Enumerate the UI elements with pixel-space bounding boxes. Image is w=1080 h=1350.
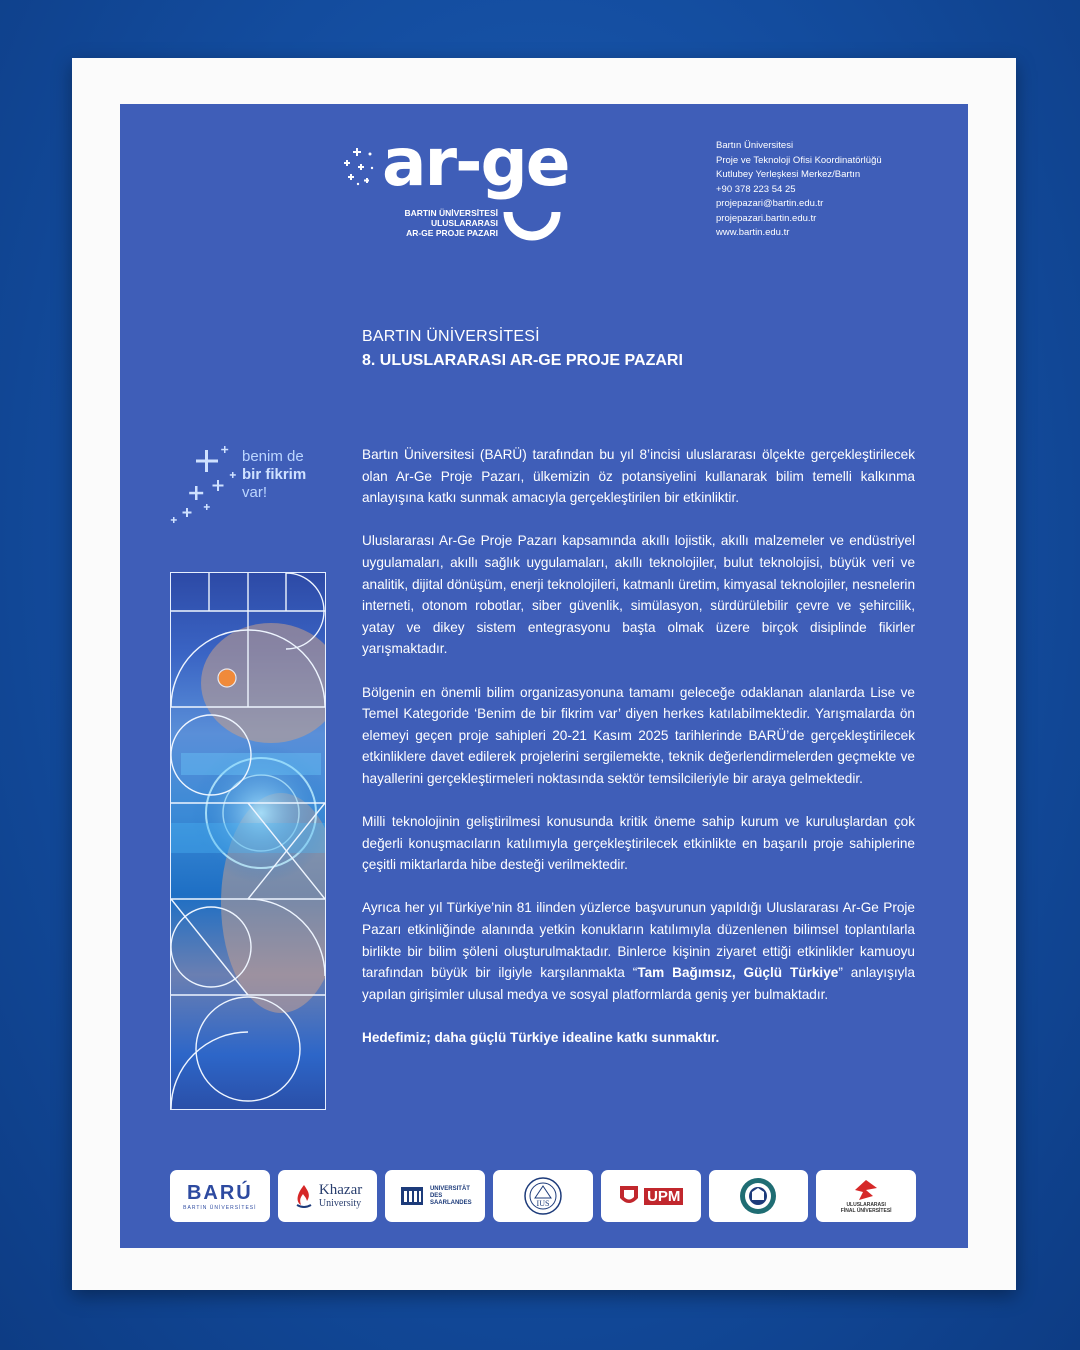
heading-university: BARTIN ÜNİVERSİTESİ — [362, 328, 540, 345]
upm-crest-icon — [618, 1184, 640, 1208]
poster-panel — [120, 104, 968, 1248]
final-logo-icon — [851, 1178, 881, 1202]
slogan-line: benim de — [242, 448, 304, 465]
logo-subtitle — [368, 208, 498, 238]
paragraph-text: Ayrıca her yıl Türkiye’nin 81 ilinden yüzlerce başvurunun yapıldığı Uluslararası Ar-Ge Proje Pazarı etkinliğinde alanında yetkin konukların katılımıyla düzenlenen bilimsel toplantılarla birlikte bir bilim şöleni oluşturulmaktadır. Binlerce kişinin ziyaret ettiği etkinlikler kamuoyu tarafından büyük bir ilgiyle karşılanmakta “ — [362, 900, 915, 981]
slogan-line-bold: bir fikrim — [242, 466, 307, 483]
sparkle-icon — [342, 144, 382, 194]
upm-text: UPM — [644, 1188, 683, 1205]
plus-sparkle-icon — [170, 442, 240, 532]
university-seal-icon — [738, 1176, 778, 1216]
closing-statement — [362, 1027, 915, 1049]
saarland-line: SAARLANDES — [429, 1199, 472, 1206]
contact-line: Kutlubey Yerleşkesi Merkez/Bartın — [716, 169, 861, 180]
contact-website: www.bartin.edu.tr — [716, 227, 790, 238]
contact-email: projepazari@bartin.edu.tr — [716, 198, 824, 209]
heading-event: 8. ULUSLARARASI AR-GE PROJE PAZARI — [362, 352, 683, 369]
contact-line: Bartın Üniversitesi — [716, 140, 794, 151]
partner-saarland — [385, 1170, 485, 1222]
ius-seal-icon — [523, 1176, 563, 1216]
khazar-name: Khazar — [318, 1182, 363, 1198]
geometric-overlay — [171, 573, 325, 1109]
partner-seal — [709, 1170, 809, 1222]
paragraph — [362, 897, 915, 1005]
ius-text: IUS — [536, 1199, 550, 1208]
saarland-line: DES — [429, 1192, 443, 1199]
logo-sub-line: AR-GE PROJE PAZARI — [406, 228, 498, 238]
partner-upm — [601, 1170, 701, 1222]
final-line: ULUSLARARASI — [846, 1202, 886, 1208]
partner-khazar — [278, 1170, 378, 1222]
flame-icon — [293, 1183, 315, 1209]
tech-face-illustration — [170, 572, 326, 1110]
saarland-crest-icon — [399, 1183, 425, 1209]
logo-sub-line: ULUSLARARASI — [430, 218, 498, 228]
partner-ius — [493, 1170, 593, 1222]
saarland-line: UNIVERSITÄT — [429, 1185, 470, 1192]
paragraph-text: ” anlayışıyla yapılan girişimler ulusal medya ve sosyal platformlarda geniş yer bulmaktadır. — [362, 965, 915, 1002]
slogan-line: var! — [242, 484, 268, 501]
logo-wordmark: ar-ge — [382, 124, 569, 201]
baru-logo-text: BARÚ — [186, 1181, 253, 1204]
final-line: FİNAL ÜNİVERSİTESİ — [840, 1208, 892, 1214]
logo-sub-line: BARTIN ÜNİVERSİTESİ — [404, 208, 498, 218]
baru-logo-sub: BARTIN ÜNİVERSİTESİ — [183, 1204, 257, 1211]
body-text — [362, 444, 915, 1070]
contact-block — [716, 139, 882, 241]
paragraph: Bartın Üniversitesi (BARÜ) tarafından bu yıl 8’incisi uluslararası ölçekte gerçekleştirilecek olan Ar-Ge Proje Pazarı, ülkemizin öz potansiyelini kullanarak bilim temelli kalkınma anlayışına katkı sunmak amacıyla gerçekleştirilen bir etkinliktir. — [362, 447, 915, 506]
arge-logo — [342, 124, 622, 246]
contact-phone: +90 378 223 54 25 — [716, 183, 796, 195]
paragraph-emphasis: Tam Bağımsız, Güçlü Türkiye — [637, 965, 839, 981]
partner-baru — [170, 1170, 270, 1222]
partner-logos — [170, 1170, 916, 1222]
paragraph: Milli teknolojinin geliştirilmesi konusunda kritik öneme sahip kurum ve kuruluşlardan çok değerli konuşmacıların katılımıyla gerçekleştirilecek etkinlikte en başarılı proje sahiplerine çeşitli miktarlarda hibe desteği verilmektedir. — [362, 814, 915, 873]
paragraph: Uluslararası Ar-Ge Proje Pazarı kapsamında akıllı lojistik, akıllı malzemeler ve endüstriyel uygulamaları, akıllı sağlık uygulamaları, akıllı teknolojiler, bulut teknolojisi, büyük veri ve analitik, dijital dönüşüm, enerji teknolojileri, katmanlı üretim, kimyasal teknolojiler, nesnelerin interneti, otonom robotlar, siber güvenlik, simülasyon, sürdürülebilir çevre ve şehircilik, yatay ve dikey sistem entegrasyonu başta olmak üzere birçok disiplinde fikirler yarışmaktadır. — [362, 533, 915, 657]
khazar-sub: University — [318, 1198, 362, 1209]
smile-icon — [502, 208, 562, 248]
partner-final — [816, 1170, 916, 1222]
contact-line: Proje ve Teknoloji Ofisi Koordinatörlüğü — [716, 154, 882, 166]
paragraph: Bölgenin en önemli bilim organizasyonuna tamamı geleceğe odaklanan alanlarda Lise ve Temel Kategoride ‘Benim de bir fikrim var’ diyen herkes katılabilmektedir. Yarışmalarda ön elemeyi geçen proje sahipleri 20-21 Kasım 2025 tarihlerinde BARÜ’de gerçekleştirilecek etkinliklere davet edilerek projelerini sergilemekte, teknik değerlendirmelerden geçmekte ve hayallerini gerçekleştirmeleri noktasında sektör temsilcileriyle bir araya gelmektedir. — [362, 684, 915, 786]
closing-text: Hedefimiz; daha güçlü Türkiye idealine katkı sunmaktır. — [362, 1030, 720, 1046]
contact-website: projepazari.bartin.edu.tr — [716, 212, 817, 224]
slogan-block — [170, 442, 340, 532]
